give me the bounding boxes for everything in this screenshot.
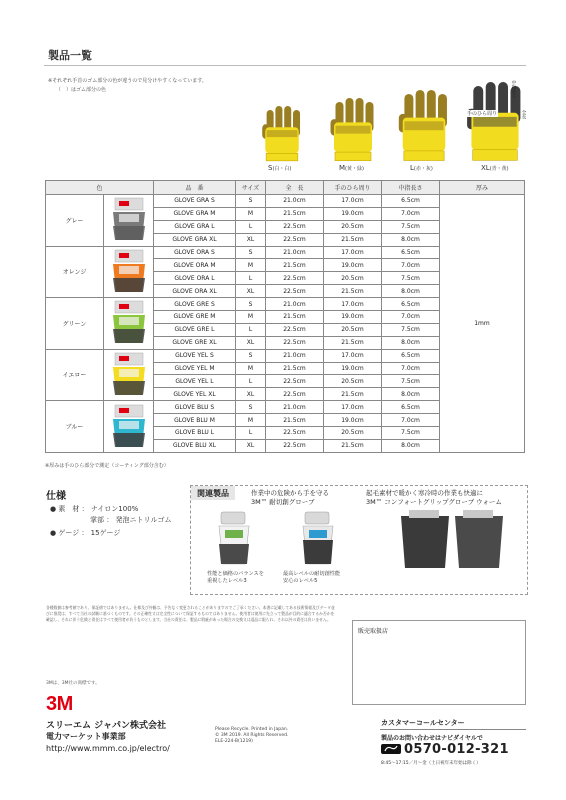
product-code-cell: GLOVE GRA M: [154, 207, 236, 220]
length-cell: 22.5cm: [266, 336, 324, 349]
spec-gauge: ● ゲージ ： 15ゲージ: [50, 529, 121, 537]
thickness-cell: 1mm: [440, 195, 525, 453]
palm-cell: 17.0cm: [324, 349, 382, 362]
color-name-cell: オレンジ: [46, 246, 104, 298]
middle-finger-cell: 8.0cm: [382, 388, 440, 401]
palm-cell: 21.5cm: [324, 233, 382, 246]
product-code-cell: GLOVE GRA S: [154, 195, 236, 208]
print-line1: Please Recycle. Printed in Japan.: [215, 727, 289, 732]
header-thickness: 厚み: [440, 181, 525, 195]
product-code-cell: GLOVE GRE XL: [154, 336, 236, 349]
product-code-cell: GLOVE GRA XL: [154, 233, 236, 246]
table-header-row: [46, 181, 525, 195]
3m-logo: 3M: [46, 693, 73, 715]
middle-finger-cell: 7.0cm: [382, 207, 440, 220]
product-code-cell: GLOVE YEL M: [154, 362, 236, 375]
size-cell: M: [236, 311, 266, 324]
palm-cell: 20.5cm: [324, 375, 382, 388]
middle-finger-dimension-label: 中指長さ: [511, 80, 516, 98]
glove-size-xl-image: [464, 80, 526, 162]
palm-cell: 21.5cm: [324, 388, 382, 401]
glove-photo-cell: [104, 298, 154, 350]
middle-finger-cell: 7.5cm: [382, 220, 440, 233]
middle-finger-cell: 6.5cm: [382, 195, 440, 208]
retailer-label: 販売取扱店: [358, 628, 389, 635]
palm-cell: 20.5cm: [324, 427, 382, 440]
call-center-number[interactable]: 0570-012-321: [404, 741, 509, 757]
header-length: 全 長: [266, 181, 324, 195]
spec-palm-material: 掌部 ： 発泡ニトリルゴム: [90, 516, 172, 524]
palm-cell: 20.5cm: [324, 272, 382, 285]
glove-band-color: (白・白): [272, 166, 292, 172]
middle-finger-cell: 8.0cm: [382, 336, 440, 349]
print-line3: ELE-224-B(1219): [215, 739, 253, 744]
size-cell: L: [236, 323, 266, 336]
size-cell: L: [236, 375, 266, 388]
size-cell: XL: [236, 388, 266, 401]
length-cell: 22.5cm: [266, 272, 324, 285]
glove-size-label: [268, 164, 291, 172]
product-code-cell: GLOVE ORA L: [154, 272, 236, 285]
middle-finger-cell: 7.0cm: [382, 311, 440, 324]
call-center-rule: [380, 729, 526, 730]
company-name: スリーエム ジャパン株式会社: [46, 721, 166, 731]
product-code-cell: GLOVE BLU L: [154, 427, 236, 440]
glove-package-image: [109, 248, 149, 294]
related-label: 関連製品: [191, 486, 235, 500]
header-size: サイズ: [236, 181, 266, 195]
middle-finger-cell: 7.0cm: [382, 259, 440, 272]
product-code-cell: GLOVE BLU M: [154, 414, 236, 427]
length-cell: 21.0cm: [266, 298, 324, 311]
length-cell: 21.0cm: [266, 195, 324, 208]
middle-finger-cell: 7.5cm: [382, 323, 440, 336]
glove-size: XL: [481, 164, 490, 172]
product-code-cell: GLOVE BLU XL: [154, 439, 236, 452]
middle-finger-cell: 8.0cm: [382, 439, 440, 452]
product-code-cell: GLOVE YEL S: [154, 349, 236, 362]
product-code-cell: GLOVE ORA M: [154, 259, 236, 272]
product-code-cell: GLOVE ORA XL: [154, 285, 236, 298]
middle-finger-cell: 6.5cm: [382, 401, 440, 414]
product-code-cell: GLOVE GRE L: [154, 323, 236, 336]
spec-material: ● 素 材 ： ナイロン100%: [50, 505, 139, 513]
header-color: 色: [46, 181, 154, 195]
related-item1-subtitle: 3M™ 耐切創グローブ: [251, 498, 315, 506]
glove-photo-cell: [104, 246, 154, 298]
glove-size-diagram: [260, 72, 530, 182]
middle-finger-cell: 6.5cm: [382, 298, 440, 311]
product-code-cell: GLOVE GRA L: [154, 220, 236, 233]
glove-size-m-image: [328, 96, 378, 162]
size-cell: L: [236, 272, 266, 285]
cut-glove-level5-image: [297, 510, 339, 568]
length-cell: 21.5cm: [266, 259, 324, 272]
length-cell: 21.5cm: [266, 207, 324, 220]
warm-glove-image: [391, 508, 511, 572]
cut-glove-level3-image: [213, 510, 255, 568]
product-spec-table: [45, 180, 525, 453]
palm-cell: 21.5cm: [324, 336, 382, 349]
palm-cell: 19.0cm: [324, 414, 382, 427]
glove-size-label: [410, 164, 433, 172]
palm-cell: 20.5cm: [324, 323, 382, 336]
navi-dial-icon: [381, 743, 401, 755]
page-title: 製品一覧: [48, 49, 92, 62]
size-cell: S: [236, 298, 266, 311]
glove-package-image: [109, 403, 149, 449]
glove-size-label: [339, 164, 364, 172]
glove-size: S: [268, 164, 273, 172]
related-item2-subtitle: 3M™ コンフォートグリップグローブ ウォーム: [366, 498, 502, 506]
middle-finger-cell: 6.5cm: [382, 246, 440, 259]
band-color-note: （ ）はゴム部分の色: [56, 87, 107, 93]
company-url[interactable]: http://www.mmm.co.jp/electro/: [46, 744, 170, 753]
call-center-title: カスタマーコールセンター: [381, 719, 465, 727]
palm-cell: 17.0cm: [324, 246, 382, 259]
palm-cell: 17.0cm: [324, 195, 382, 208]
related-cap2b: 安心のレベル5: [283, 578, 318, 584]
call-center-subtitle: 製品のお問い合わせはナビダイヤルで: [381, 735, 483, 742]
size-cell: S: [236, 401, 266, 414]
glove-size: M: [339, 164, 346, 172]
size-cell: XL: [236, 233, 266, 246]
palm-cell: 17.0cm: [324, 298, 382, 311]
table-note: ※厚みは手のひら部分で測定（コーティング部分含む）: [45, 463, 169, 469]
color-note: ※それぞれ手首のゴム部分の色が違うので見分けやすくなっています。: [48, 78, 207, 84]
palm-callout: 手のひら周り: [467, 111, 498, 117]
length-cell: 22.5cm: [266, 439, 324, 452]
color-name-cell: ブルー: [46, 401, 104, 453]
color-name-cell: グリーン: [46, 298, 104, 350]
spec-title: 仕様: [46, 491, 66, 502]
product-code-cell: GLOVE GRE M: [154, 311, 236, 324]
length-cell: 21.0cm: [266, 349, 324, 362]
call-center-hours: 8:45〜17:15／月〜金（土日祝年末年始は除く）: [381, 761, 481, 766]
middle-finger-cell: 7.5cm: [382, 375, 440, 388]
glove-size-l-image: [396, 88, 452, 162]
print-line2: © 3M 2019. All Rights Reserved.: [215, 733, 289, 738]
palm-cell: 17.0cm: [324, 401, 382, 414]
related-cap2: 最高レベルの耐切創性能: [283, 571, 341, 577]
product-code-cell: GLOVE YEL XL: [154, 388, 236, 401]
palm-cell: 21.5cm: [324, 285, 382, 298]
length-cell: 22.5cm: [266, 427, 324, 440]
length-cell: 21.5cm: [266, 311, 324, 324]
palm-cell: 20.5cm: [324, 220, 382, 233]
length-cell: 22.5cm: [266, 323, 324, 336]
related-cap1b: 重視したレベル3: [207, 578, 247, 584]
size-cell: S: [236, 195, 266, 208]
palm-cell: 19.0cm: [324, 207, 382, 220]
length-cell: 22.5cm: [266, 285, 324, 298]
title-rule: [44, 65, 526, 66]
size-cell: M: [236, 414, 266, 427]
palm-cell: 19.0cm: [324, 362, 382, 375]
size-cell: S: [236, 246, 266, 259]
middle-finger-cell: 7.0cm: [382, 362, 440, 375]
header-palm: 手のひら周り: [324, 181, 382, 195]
length-cell: 22.5cm: [266, 220, 324, 233]
color-name-cell: グレー: [46, 195, 104, 247]
length-cell: 21.5cm: [266, 362, 324, 375]
size-cell: XL: [236, 336, 266, 349]
trademark-note: 3Mは、3M社の商標です。: [46, 681, 100, 686]
glove-package-image: [109, 351, 149, 397]
glove-size-label: [481, 164, 509, 172]
length-cell: 21.0cm: [266, 401, 324, 414]
palm-cell: 21.5cm: [324, 439, 382, 452]
length-dimension-label: 全長: [521, 110, 526, 119]
size-cell: L: [236, 427, 266, 440]
retailer-box: [352, 620, 526, 705]
glove-size-s-image: [260, 104, 304, 162]
print-note: [215, 727, 288, 745]
length-cell: 22.5cm: [266, 233, 324, 246]
glove-size: L: [410, 164, 414, 172]
palm-cell: 19.0cm: [324, 259, 382, 272]
size-cell: L: [236, 220, 266, 233]
related-products: [190, 485, 528, 595]
table-row: [46, 195, 525, 208]
middle-finger-cell: 7.0cm: [382, 414, 440, 427]
related-cap1: 性能と価格のバランスを: [207, 571, 264, 577]
glove-band-color: (黄・緑): [345, 166, 364, 172]
related-item1-title: 作業中の危険から手を守る: [251, 489, 329, 497]
glove-photo-cell: [104, 195, 154, 247]
size-cell: S: [236, 349, 266, 362]
size-cell: XL: [236, 439, 266, 452]
product-code-cell: GLOVE ORA S: [154, 246, 236, 259]
glove-band-color: (青・黄): [489, 166, 509, 172]
middle-finger-cell: 7.5cm: [382, 272, 440, 285]
company-division: 電力マーケット事業部: [46, 732, 126, 741]
header-product: 品 番: [154, 181, 236, 195]
related-item2-title: 起毛素材で暖かく寒冷時の作業も快適に: [366, 489, 483, 497]
product-code-cell: GLOVE GRE S: [154, 298, 236, 311]
glove-photo-cell: [104, 349, 154, 401]
product-code-cell: GLOVE YEL L: [154, 375, 236, 388]
length-cell: 22.5cm: [266, 388, 324, 401]
size-cell: M: [236, 259, 266, 272]
middle-finger-cell: 8.0cm: [382, 233, 440, 246]
glove-band-color: (赤・灰): [413, 166, 433, 172]
size-cell: M: [236, 207, 266, 220]
middle-finger-cell: 7.5cm: [382, 427, 440, 440]
header-middle-finger: 中指長さ: [382, 181, 440, 195]
glove-package-image: [109, 196, 149, 242]
length-cell: 21.0cm: [266, 246, 324, 259]
middle-finger-cell: 6.5cm: [382, 349, 440, 362]
middle-finger-cell: 8.0cm: [382, 285, 440, 298]
product-code-cell: GLOVE BLU S: [154, 401, 236, 414]
length-cell: 22.5cm: [266, 375, 324, 388]
glove-photo-cell: [104, 401, 154, 453]
size-cell: XL: [236, 285, 266, 298]
call-center-number-row: [381, 741, 509, 757]
disclaimer-text: 各種数値は参考値であり、保証値ではありません。仕様及び外観は、予告なく変更されることがありますのでご了承ください。本書に記載してある技術情報及びデータ並びに推奨は、すべて当社の試験に基づくものです。その正確性又は完全性について保証するものではありません。使用者は使用に先立って製品が目的に適合するか否かを確認し、それに伴う危険と責任はすべて使用者が負うものとします。当社の責任は、製品に瑕疵があった場合の交換又は返品に限られ、それ以外の責任は負いません。: [46, 605, 335, 622]
length-cell: 21.5cm: [266, 414, 324, 427]
glove-package-image: [109, 299, 149, 345]
palm-cell: 19.0cm: [324, 311, 382, 324]
size-cell: M: [236, 362, 266, 375]
color-name-cell: イエロー: [46, 349, 104, 401]
